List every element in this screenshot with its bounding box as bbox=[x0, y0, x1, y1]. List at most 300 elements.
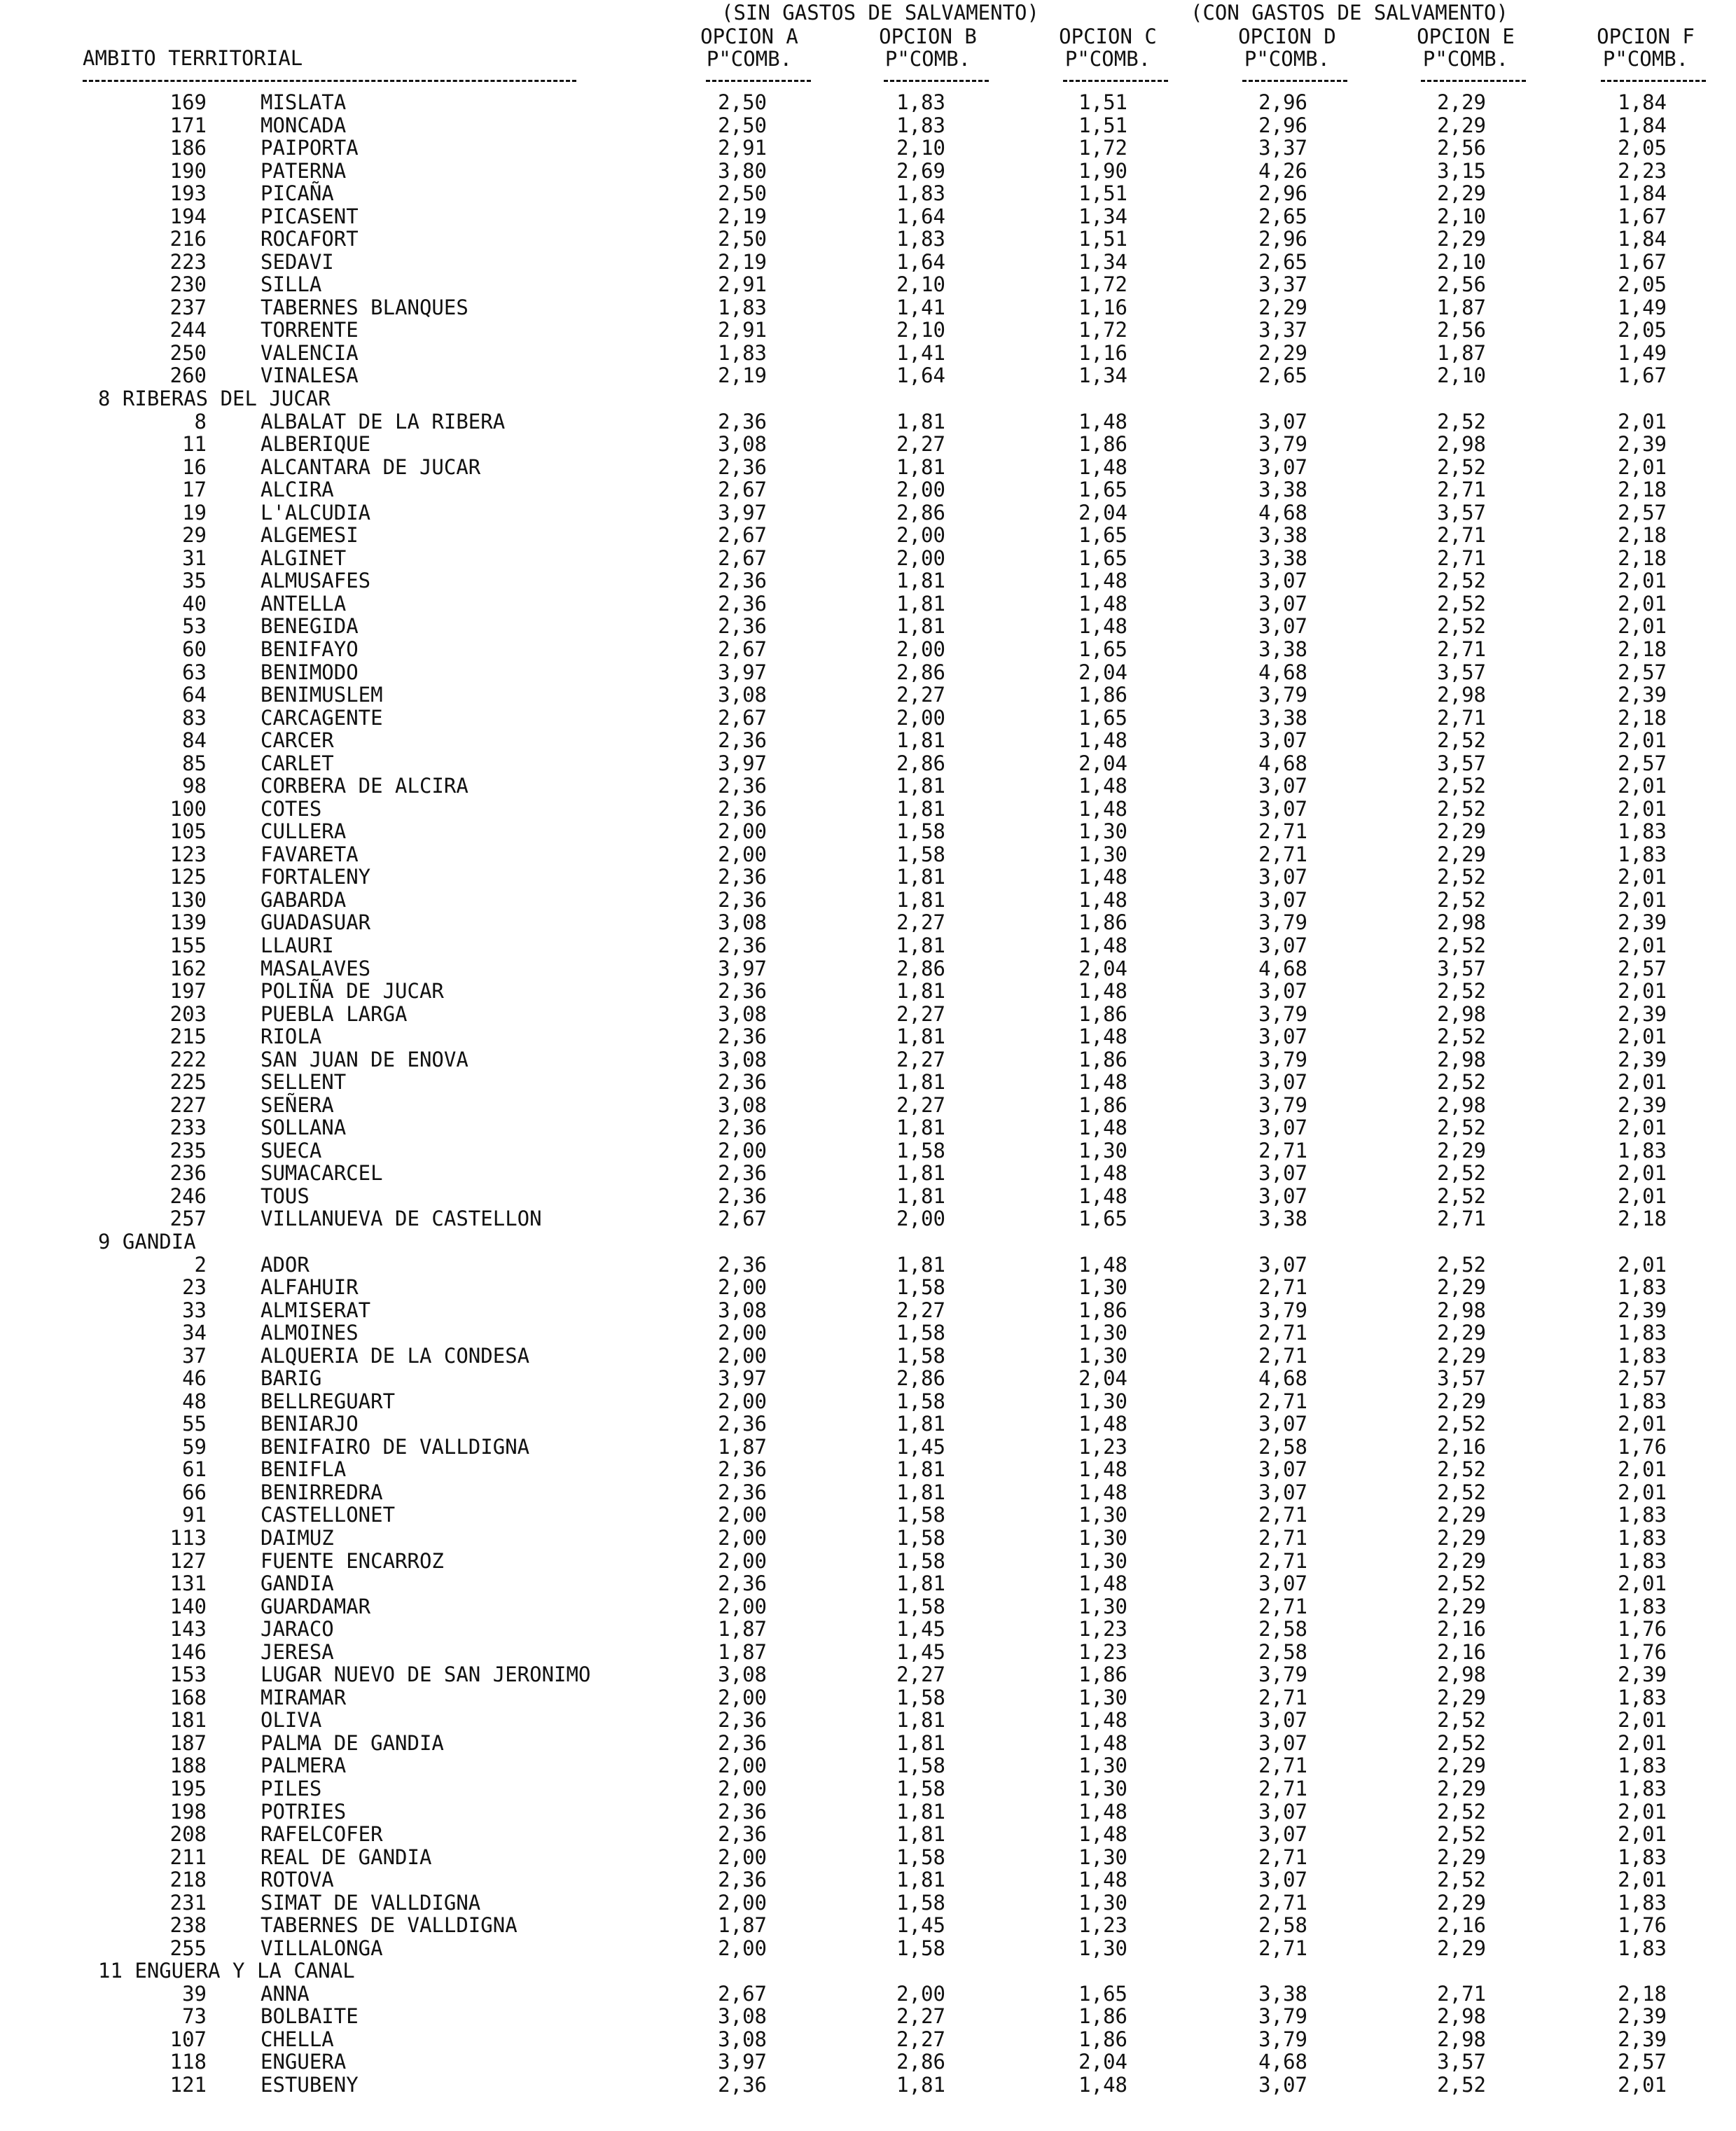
row-code: 40 bbox=[182, 592, 207, 616]
row-value-opcion-e: 2,52 bbox=[1437, 1571, 1486, 1595]
row-value-opcion-a: 1,83 bbox=[718, 296, 767, 319]
row-value-opcion-a: 2,00 bbox=[718, 1526, 767, 1550]
row-value-opcion-e: 2,98 bbox=[1437, 1048, 1486, 1071]
row-value-opcion-a: 2,36 bbox=[718, 1184, 767, 1208]
row-municipality: BENIFAYO bbox=[261, 637, 359, 661]
row-municipality: BENIRREDRA bbox=[261, 1480, 383, 1504]
row-code: 216 bbox=[169, 227, 207, 251]
row-value-opcion-c: 1,51 bbox=[1078, 113, 1127, 137]
row-value-opcion-e: 2,71 bbox=[1437, 1982, 1486, 2006]
row-value-opcion-e: 2,29 bbox=[1437, 113, 1486, 137]
row-value-opcion-b: 1,58 bbox=[896, 1595, 945, 1618]
row-municipality: DAIMUZ bbox=[261, 1526, 334, 1550]
row-value-opcion-c: 1,51 bbox=[1078, 90, 1127, 114]
row-value-opcion-e: 2,71 bbox=[1437, 637, 1486, 661]
row-value-opcion-a: 3,80 bbox=[718, 159, 767, 183]
row-value-opcion-f: 2,39 bbox=[1618, 910, 1667, 934]
row-municipality: GABARDA bbox=[261, 888, 347, 912]
row-value-opcion-b: 1,64 bbox=[896, 250, 945, 274]
row-value-opcion-f: 1,83 bbox=[1618, 1891, 1667, 1915]
header-group-con-gastos: (CON GASTOS DE SALVAMENTO) bbox=[1190, 1, 1508, 25]
row-value-opcion-f: 2,39 bbox=[1618, 683, 1667, 707]
row-value-opcion-e: 2,52 bbox=[1437, 1800, 1486, 1824]
row-value-opcion-f: 2,01 bbox=[1618, 1025, 1667, 1048]
row-value-opcion-d: 3,07 bbox=[1258, 1412, 1307, 1436]
row-code: 190 bbox=[169, 159, 207, 183]
row-value-opcion-c: 1,65 bbox=[1078, 637, 1127, 661]
row-value-opcion-d: 3,07 bbox=[1258, 1457, 1307, 1481]
row-value-opcion-a: 2,36 bbox=[718, 614, 767, 638]
row-value-opcion-a: 2,36 bbox=[718, 1868, 767, 1891]
row-value-opcion-f: 1,83 bbox=[1618, 1321, 1667, 1345]
row-value-opcion-d: 2,71 bbox=[1258, 1686, 1307, 1709]
row-code: 181 bbox=[169, 1708, 207, 1732]
row-value-opcion-e: 2,52 bbox=[1437, 1822, 1486, 1846]
row-value-opcion-d: 4,68 bbox=[1258, 501, 1307, 525]
row-value-opcion-b: 1,58 bbox=[896, 1275, 945, 1299]
row-value-opcion-e: 2,29 bbox=[1437, 1139, 1486, 1162]
row-value-opcion-e: 2,98 bbox=[1437, 683, 1486, 707]
row-value-opcion-d: 3,79 bbox=[1258, 2027, 1307, 2051]
row-value-opcion-f: 2,01 bbox=[1618, 592, 1667, 616]
row-value-opcion-b: 2,27 bbox=[896, 910, 945, 934]
row-value-opcion-e: 2,52 bbox=[1437, 1868, 1486, 1891]
row-value-opcion-d: 2,71 bbox=[1258, 1777, 1307, 1800]
row-value-opcion-d: 2,96 bbox=[1258, 181, 1307, 205]
row-code: 73 bbox=[182, 2004, 207, 2028]
row-value-opcion-b: 1,81 bbox=[896, 1116, 945, 1139]
row-code: 146 bbox=[169, 1640, 207, 1664]
row-municipality: GUADASUAR bbox=[261, 910, 371, 934]
header-opcion-f: OPCION F bbox=[1597, 25, 1695, 48]
row-municipality: L'ALCUDIA bbox=[261, 501, 371, 525]
row-value-opcion-a: 2,00 bbox=[718, 1891, 767, 1915]
row-value-opcion-b: 1,58 bbox=[896, 1139, 945, 1162]
row-value-opcion-f: 1,83 bbox=[1618, 1389, 1667, 1413]
row-value-opcion-e: 2,98 bbox=[1437, 1002, 1486, 1026]
row-code: 29 bbox=[182, 523, 207, 547]
row-value-opcion-f: 2,05 bbox=[1618, 136, 1667, 160]
row-municipality: PICAÑA bbox=[261, 181, 334, 205]
row-code: 2 bbox=[194, 1253, 207, 1277]
row-value-opcion-f: 2,01 bbox=[1618, 1868, 1667, 1891]
header-opcion-e: OPCION E bbox=[1417, 25, 1515, 48]
row-value-opcion-d: 3,07 bbox=[1258, 865, 1307, 889]
row-value-opcion-d: 2,58 bbox=[1258, 1617, 1307, 1641]
row-value-opcion-a: 3,08 bbox=[718, 2004, 767, 2028]
row-value-opcion-a: 3,08 bbox=[718, 1048, 767, 1071]
row-value-opcion-b: 1,64 bbox=[896, 204, 945, 228]
rule-opcion-c bbox=[1063, 80, 1168, 82]
row-municipality: GUARDAMAR bbox=[261, 1595, 371, 1618]
row-municipality: PAIPORTA bbox=[261, 136, 359, 160]
row-municipality: ALCIRA bbox=[261, 478, 334, 501]
row-value-opcion-d: 3,79 bbox=[1258, 1002, 1307, 1026]
row-value-opcion-a: 2,36 bbox=[718, 1571, 767, 1595]
row-value-opcion-b: 2,00 bbox=[896, 546, 945, 570]
row-value-opcion-e: 2,52 bbox=[1437, 1457, 1486, 1481]
row-municipality: COTES bbox=[261, 797, 322, 821]
row-code: 223 bbox=[169, 250, 207, 274]
row-value-opcion-f: 2,57 bbox=[1618, 2050, 1667, 2074]
row-value-opcion-c: 1,48 bbox=[1078, 1253, 1127, 1277]
row-value-opcion-a: 2,67 bbox=[718, 1982, 767, 2006]
row-code: 31 bbox=[182, 546, 207, 570]
row-code: 231 bbox=[169, 1891, 207, 1915]
row-value-opcion-f: 1,83 bbox=[1618, 1344, 1667, 1368]
row-value-opcion-a: 2,36 bbox=[718, 774, 767, 798]
row-value-opcion-a: 2,67 bbox=[718, 523, 767, 547]
row-value-opcion-f: 2,01 bbox=[1618, 2073, 1667, 2097]
row-municipality: PILES bbox=[261, 1777, 322, 1800]
row-value-opcion-b: 1,58 bbox=[896, 1321, 945, 1345]
header-opcion-e-sub: P"COMB. bbox=[1422, 47, 1509, 71]
row-municipality: REAL DE GANDIA bbox=[261, 1845, 432, 1869]
row-code: 64 bbox=[182, 683, 207, 707]
row-value-opcion-d: 2,71 bbox=[1258, 1936, 1307, 1960]
row-municipality: BELLREGUART bbox=[261, 1389, 396, 1413]
row-value-opcion-c: 1,48 bbox=[1078, 1412, 1127, 1436]
row-value-opcion-c: 2,04 bbox=[1078, 751, 1127, 775]
row-value-opcion-d: 3,07 bbox=[1258, 1868, 1307, 1891]
row-value-opcion-c: 1,48 bbox=[1078, 569, 1127, 592]
row-value-opcion-a: 2,00 bbox=[718, 1936, 767, 1960]
row-value-opcion-b: 1,81 bbox=[896, 592, 945, 616]
row-value-opcion-d: 4,26 bbox=[1258, 159, 1307, 183]
row-municipality: ROCAFORT bbox=[261, 227, 359, 251]
row-value-opcion-a: 2,36 bbox=[718, 1800, 767, 1824]
row-municipality: ALQUERIA DE LA CONDESA bbox=[261, 1344, 530, 1368]
row-value-opcion-d: 3,79 bbox=[1258, 2004, 1307, 2028]
row-value-opcion-c: 1,48 bbox=[1078, 888, 1127, 912]
row-value-opcion-a: 2,67 bbox=[718, 637, 767, 661]
row-code: 197 bbox=[169, 979, 207, 1003]
row-municipality: SOLLANA bbox=[261, 1116, 347, 1139]
row-code: 227 bbox=[169, 1093, 207, 1117]
row-value-opcion-f: 2,39 bbox=[1618, 1002, 1667, 1026]
row-value-opcion-d: 2,71 bbox=[1258, 1275, 1307, 1299]
row-value-opcion-d: 3,07 bbox=[1258, 1731, 1307, 1755]
row-municipality: JARACO bbox=[261, 1617, 334, 1641]
row-value-opcion-d: 3,07 bbox=[1258, 614, 1307, 638]
row-value-opcion-e: 2,52 bbox=[1437, 774, 1486, 798]
row-municipality: FAVARETA bbox=[261, 842, 359, 866]
row-value-opcion-d: 3,07 bbox=[1258, 1708, 1307, 1732]
row-municipality: PALMA DE GANDIA bbox=[261, 1731, 444, 1755]
row-value-opcion-d: 2,71 bbox=[1258, 819, 1307, 843]
row-value-opcion-d: 3,07 bbox=[1258, 455, 1307, 479]
row-value-opcion-e: 2,56 bbox=[1437, 136, 1486, 160]
row-code: 195 bbox=[169, 1777, 207, 1800]
row-value-opcion-e: 2,71 bbox=[1437, 478, 1486, 501]
row-code: 211 bbox=[169, 1845, 207, 1869]
row-value-opcion-c: 1,30 bbox=[1078, 1686, 1127, 1709]
row-value-opcion-e: 2,29 bbox=[1437, 1845, 1486, 1869]
row-value-opcion-f: 2,57 bbox=[1618, 501, 1667, 525]
row-municipality: BENIFLA bbox=[261, 1457, 347, 1481]
row-value-opcion-c: 1,23 bbox=[1078, 1640, 1127, 1664]
row-value-opcion-d: 3,07 bbox=[1258, 1822, 1307, 1846]
row-code: 91 bbox=[182, 1503, 207, 1527]
row-value-opcion-b: 2,86 bbox=[896, 660, 945, 684]
row-value-opcion-f: 1,83 bbox=[1618, 819, 1667, 843]
row-value-opcion-c: 1,34 bbox=[1078, 250, 1127, 274]
row-value-opcion-e: 2,98 bbox=[1437, 2004, 1486, 2028]
row-code: 85 bbox=[182, 751, 207, 775]
row-value-opcion-b: 1,81 bbox=[896, 569, 945, 592]
row-municipality: VINALESA bbox=[261, 363, 359, 387]
row-value-opcion-c: 1,48 bbox=[1078, 774, 1127, 798]
row-value-opcion-e: 2,52 bbox=[1437, 1480, 1486, 1504]
row-value-opcion-a: 2,36 bbox=[718, 1070, 767, 1094]
row-code: 222 bbox=[169, 1048, 207, 1071]
row-municipality: BENIMODO bbox=[261, 660, 359, 684]
row-municipality: ALBALAT DE LA RIBERA bbox=[261, 410, 506, 433]
row-value-opcion-a: 2,36 bbox=[718, 865, 767, 889]
row-value-opcion-f: 2,18 bbox=[1618, 1207, 1667, 1230]
row-value-opcion-c: 1,23 bbox=[1078, 1435, 1127, 1459]
row-value-opcion-d: 3,07 bbox=[1258, 888, 1307, 912]
row-value-opcion-c: 1,48 bbox=[1078, 455, 1127, 479]
row-value-opcion-d: 2,65 bbox=[1258, 204, 1307, 228]
row-municipality: OLIVA bbox=[261, 1708, 322, 1732]
row-value-opcion-e: 2,71 bbox=[1437, 706, 1486, 730]
row-code: 235 bbox=[169, 1139, 207, 1162]
row-value-opcion-c: 2,04 bbox=[1078, 2050, 1127, 2074]
row-value-opcion-e: 3,57 bbox=[1437, 751, 1486, 775]
row-municipality: SEDAVI bbox=[261, 250, 334, 274]
row-value-opcion-d: 2,65 bbox=[1258, 250, 1307, 274]
row-value-opcion-e: 2,52 bbox=[1437, 1708, 1486, 1732]
row-code: 230 bbox=[169, 272, 207, 296]
row-code: 233 bbox=[169, 1116, 207, 1139]
row-value-opcion-d: 3,38 bbox=[1258, 546, 1307, 570]
row-value-opcion-d: 3,07 bbox=[1258, 728, 1307, 752]
row-code: 98 bbox=[182, 774, 207, 798]
row-code: 162 bbox=[169, 957, 207, 980]
row-value-opcion-c: 1,30 bbox=[1078, 1595, 1127, 1618]
row-municipality: RAFELCOFER bbox=[261, 1822, 383, 1846]
row-value-opcion-a: 1,87 bbox=[718, 1435, 767, 1459]
row-value-opcion-c: 1,48 bbox=[1078, 410, 1127, 433]
row-value-opcion-f: 1,67 bbox=[1618, 204, 1667, 228]
row-value-opcion-e: 2,52 bbox=[1437, 1116, 1486, 1139]
row-code: 225 bbox=[169, 1070, 207, 1094]
row-value-opcion-c: 1,86 bbox=[1078, 2027, 1127, 2051]
row-value-opcion-d: 4,68 bbox=[1258, 957, 1307, 980]
row-value-opcion-d: 3,07 bbox=[1258, 2073, 1307, 2097]
row-code: 125 bbox=[169, 865, 207, 889]
row-value-opcion-e: 2,71 bbox=[1437, 523, 1486, 547]
row-value-opcion-b: 1,41 bbox=[896, 296, 945, 319]
row-value-opcion-a: 2,67 bbox=[718, 1207, 767, 1230]
row-value-opcion-d: 3,38 bbox=[1258, 1982, 1307, 2006]
row-value-opcion-f: 2,05 bbox=[1618, 272, 1667, 296]
row-value-opcion-d: 2,71 bbox=[1258, 1139, 1307, 1162]
group-heading: 8 RIBERAS DEL JUCAR bbox=[98, 387, 331, 410]
row-value-opcion-f: 2,01 bbox=[1618, 979, 1667, 1003]
row-value-opcion-a: 3,08 bbox=[718, 2027, 767, 2051]
row-value-opcion-a: 2,50 bbox=[718, 113, 767, 137]
row-value-opcion-b: 1,81 bbox=[896, 774, 945, 798]
row-value-opcion-c: 1,48 bbox=[1078, 1457, 1127, 1481]
row-code: 11 bbox=[182, 432, 207, 456]
row-code: 39 bbox=[182, 1982, 207, 2006]
row-value-opcion-f: 2,39 bbox=[1618, 1298, 1667, 1322]
row-municipality: CARCER bbox=[261, 728, 334, 752]
row-value-opcion-f: 1,84 bbox=[1618, 227, 1667, 251]
row-municipality: CULLERA bbox=[261, 819, 347, 843]
row-value-opcion-f: 1,83 bbox=[1618, 1549, 1667, 1573]
row-value-opcion-f: 1,67 bbox=[1618, 363, 1667, 387]
row-municipality: LLAURI bbox=[261, 933, 334, 957]
row-code: 107 bbox=[169, 2027, 207, 2051]
row-code: 66 bbox=[182, 1480, 207, 1504]
row-value-opcion-c: 1,72 bbox=[1078, 136, 1127, 160]
row-value-opcion-f: 2,18 bbox=[1618, 706, 1667, 730]
row-code: 168 bbox=[169, 1686, 207, 1709]
row-value-opcion-c: 1,51 bbox=[1078, 227, 1127, 251]
row-code: 8 bbox=[194, 410, 207, 433]
row-value-opcion-b: 1,58 bbox=[896, 1526, 945, 1550]
row-value-opcion-f: 1,49 bbox=[1618, 296, 1667, 319]
row-municipality: BENIMUSLEM bbox=[261, 683, 383, 707]
row-value-opcion-a: 3,97 bbox=[718, 660, 767, 684]
row-code: 208 bbox=[169, 1822, 207, 1846]
rule-opcion-d bbox=[1242, 80, 1347, 82]
row-value-opcion-a: 2,00 bbox=[718, 1686, 767, 1709]
row-value-opcion-c: 1,86 bbox=[1078, 432, 1127, 456]
row-value-opcion-b: 1,45 bbox=[896, 1640, 945, 1664]
row-value-opcion-d: 2,71 bbox=[1258, 1526, 1307, 1550]
row-municipality: TABERNES DE VALLDIGNA bbox=[261, 1913, 518, 1937]
row-value-opcion-e: 2,52 bbox=[1437, 888, 1486, 912]
row-value-opcion-f: 1,83 bbox=[1618, 1526, 1667, 1550]
header-opcion-c-sub: P"COMB. bbox=[1064, 47, 1151, 71]
row-value-opcion-b: 1,81 bbox=[896, 1480, 945, 1504]
row-municipality: MONCADA bbox=[261, 113, 347, 137]
row-value-opcion-b: 1,81 bbox=[896, 797, 945, 821]
row-value-opcion-b: 1,83 bbox=[896, 181, 945, 205]
row-value-opcion-a: 2,36 bbox=[718, 728, 767, 752]
row-value-opcion-d: 2,71 bbox=[1258, 1845, 1307, 1869]
row-value-opcion-e: 2,52 bbox=[1437, 455, 1486, 479]
row-value-opcion-b: 1,81 bbox=[896, 1070, 945, 1094]
row-code: 246 bbox=[169, 1184, 207, 1208]
row-code: 236 bbox=[169, 1161, 207, 1185]
row-municipality: TABERNES BLANQUES bbox=[261, 296, 468, 319]
row-municipality: CASTELLONET bbox=[261, 1503, 396, 1527]
row-value-opcion-f: 2,01 bbox=[1618, 1571, 1667, 1595]
row-value-opcion-b: 1,81 bbox=[896, 1571, 945, 1595]
row-value-opcion-e: 1,87 bbox=[1437, 296, 1486, 319]
row-value-opcion-f: 1,84 bbox=[1618, 90, 1667, 114]
row-value-opcion-a: 2,91 bbox=[718, 136, 767, 160]
row-value-opcion-b: 1,81 bbox=[896, 979, 945, 1003]
row-value-opcion-a: 2,36 bbox=[718, 1253, 767, 1277]
row-value-opcion-c: 1,48 bbox=[1078, 1161, 1127, 1185]
row-value-opcion-b: 1,81 bbox=[896, 728, 945, 752]
row-value-opcion-b: 1,58 bbox=[896, 819, 945, 843]
row-value-opcion-c: 1,34 bbox=[1078, 363, 1127, 387]
row-value-opcion-b: 2,10 bbox=[896, 272, 945, 296]
row-value-opcion-c: 1,48 bbox=[1078, 592, 1127, 616]
row-code: 16 bbox=[182, 455, 207, 479]
row-value-opcion-e: 2,52 bbox=[1437, 569, 1486, 592]
header-opcion-d-sub: P"COMB. bbox=[1244, 47, 1331, 71]
header-opcion-d: OPCION D bbox=[1238, 25, 1336, 48]
row-code: 153 bbox=[169, 1663, 207, 1686]
row-value-opcion-f: 2,01 bbox=[1618, 1412, 1667, 1436]
row-value-opcion-a: 3,97 bbox=[718, 501, 767, 525]
row-value-opcion-c: 1,23 bbox=[1078, 1617, 1127, 1641]
row-value-opcion-e: 2,98 bbox=[1437, 432, 1486, 456]
row-value-opcion-c: 1,48 bbox=[1078, 1800, 1127, 1824]
row-code: 113 bbox=[169, 1526, 207, 1550]
row-value-opcion-c: 1,30 bbox=[1078, 842, 1127, 866]
row-value-opcion-b: 1,58 bbox=[896, 1549, 945, 1573]
row-value-opcion-f: 2,01 bbox=[1618, 797, 1667, 821]
row-value-opcion-c: 1,86 bbox=[1078, 1093, 1127, 1117]
row-value-opcion-e: 2,52 bbox=[1437, 410, 1486, 433]
row-value-opcion-a: 2,36 bbox=[718, 455, 767, 479]
row-value-opcion-e: 2,16 bbox=[1437, 1913, 1486, 1937]
row-value-opcion-e: 2,29 bbox=[1437, 1526, 1486, 1550]
row-municipality: BENIFAIRO DE VALLDIGNA bbox=[261, 1435, 530, 1459]
row-value-opcion-a: 2,50 bbox=[718, 181, 767, 205]
row-value-opcion-c: 2,04 bbox=[1078, 501, 1127, 525]
row-value-opcion-d: 3,07 bbox=[1258, 1253, 1307, 1277]
row-value-opcion-b: 2,00 bbox=[896, 523, 945, 547]
row-municipality: LUGAR NUEVO DE SAN JERONIMO bbox=[261, 1663, 591, 1686]
row-code: 244 bbox=[169, 318, 207, 342]
row-value-opcion-d: 2,58 bbox=[1258, 1913, 1307, 1937]
row-value-opcion-f: 2,01 bbox=[1618, 569, 1667, 592]
row-value-opcion-f: 2,01 bbox=[1618, 1800, 1667, 1824]
row-value-opcion-c: 1,65 bbox=[1078, 706, 1127, 730]
header-opcion-b: OPCION B bbox=[879, 25, 977, 48]
row-value-opcion-e: 2,10 bbox=[1437, 204, 1486, 228]
row-value-opcion-a: 2,00 bbox=[718, 1389, 767, 1413]
row-value-opcion-b: 2,00 bbox=[896, 637, 945, 661]
row-value-opcion-d: 2,71 bbox=[1258, 1344, 1307, 1368]
row-municipality: ALMOINES bbox=[261, 1321, 359, 1345]
row-value-opcion-b: 2,00 bbox=[896, 706, 945, 730]
row-code: 194 bbox=[169, 204, 207, 228]
row-municipality: SAN JUAN DE ENOVA bbox=[261, 1048, 468, 1071]
group-heading: 11 ENGUERA Y LA CANAL bbox=[98, 1959, 355, 1983]
row-municipality: RIOLA bbox=[261, 1025, 322, 1048]
row-value-opcion-b: 1,81 bbox=[896, 1708, 945, 1732]
row-value-opcion-d: 3,07 bbox=[1258, 1184, 1307, 1208]
row-value-opcion-d: 2,29 bbox=[1258, 341, 1307, 365]
row-value-opcion-b: 1,58 bbox=[896, 1936, 945, 1960]
row-municipality: ALCANTARA DE JUCAR bbox=[261, 455, 481, 479]
row-value-opcion-b: 2,10 bbox=[896, 136, 945, 160]
row-value-opcion-d: 4,68 bbox=[1258, 1366, 1307, 1390]
row-value-opcion-a: 1,87 bbox=[718, 1640, 767, 1664]
row-value-opcion-e: 2,29 bbox=[1437, 90, 1486, 114]
row-value-opcion-b: 1,81 bbox=[896, 1161, 945, 1185]
row-value-opcion-b: 2,69 bbox=[896, 159, 945, 183]
row-municipality: ROTOVA bbox=[261, 1868, 334, 1891]
row-value-opcion-e: 2,52 bbox=[1437, 1070, 1486, 1094]
row-value-opcion-c: 1,86 bbox=[1078, 910, 1127, 934]
row-value-opcion-f: 2,01 bbox=[1618, 888, 1667, 912]
row-value-opcion-f: 2,01 bbox=[1618, 865, 1667, 889]
row-municipality: ALBERIQUE bbox=[261, 432, 371, 456]
row-value-opcion-b: 1,83 bbox=[896, 90, 945, 114]
